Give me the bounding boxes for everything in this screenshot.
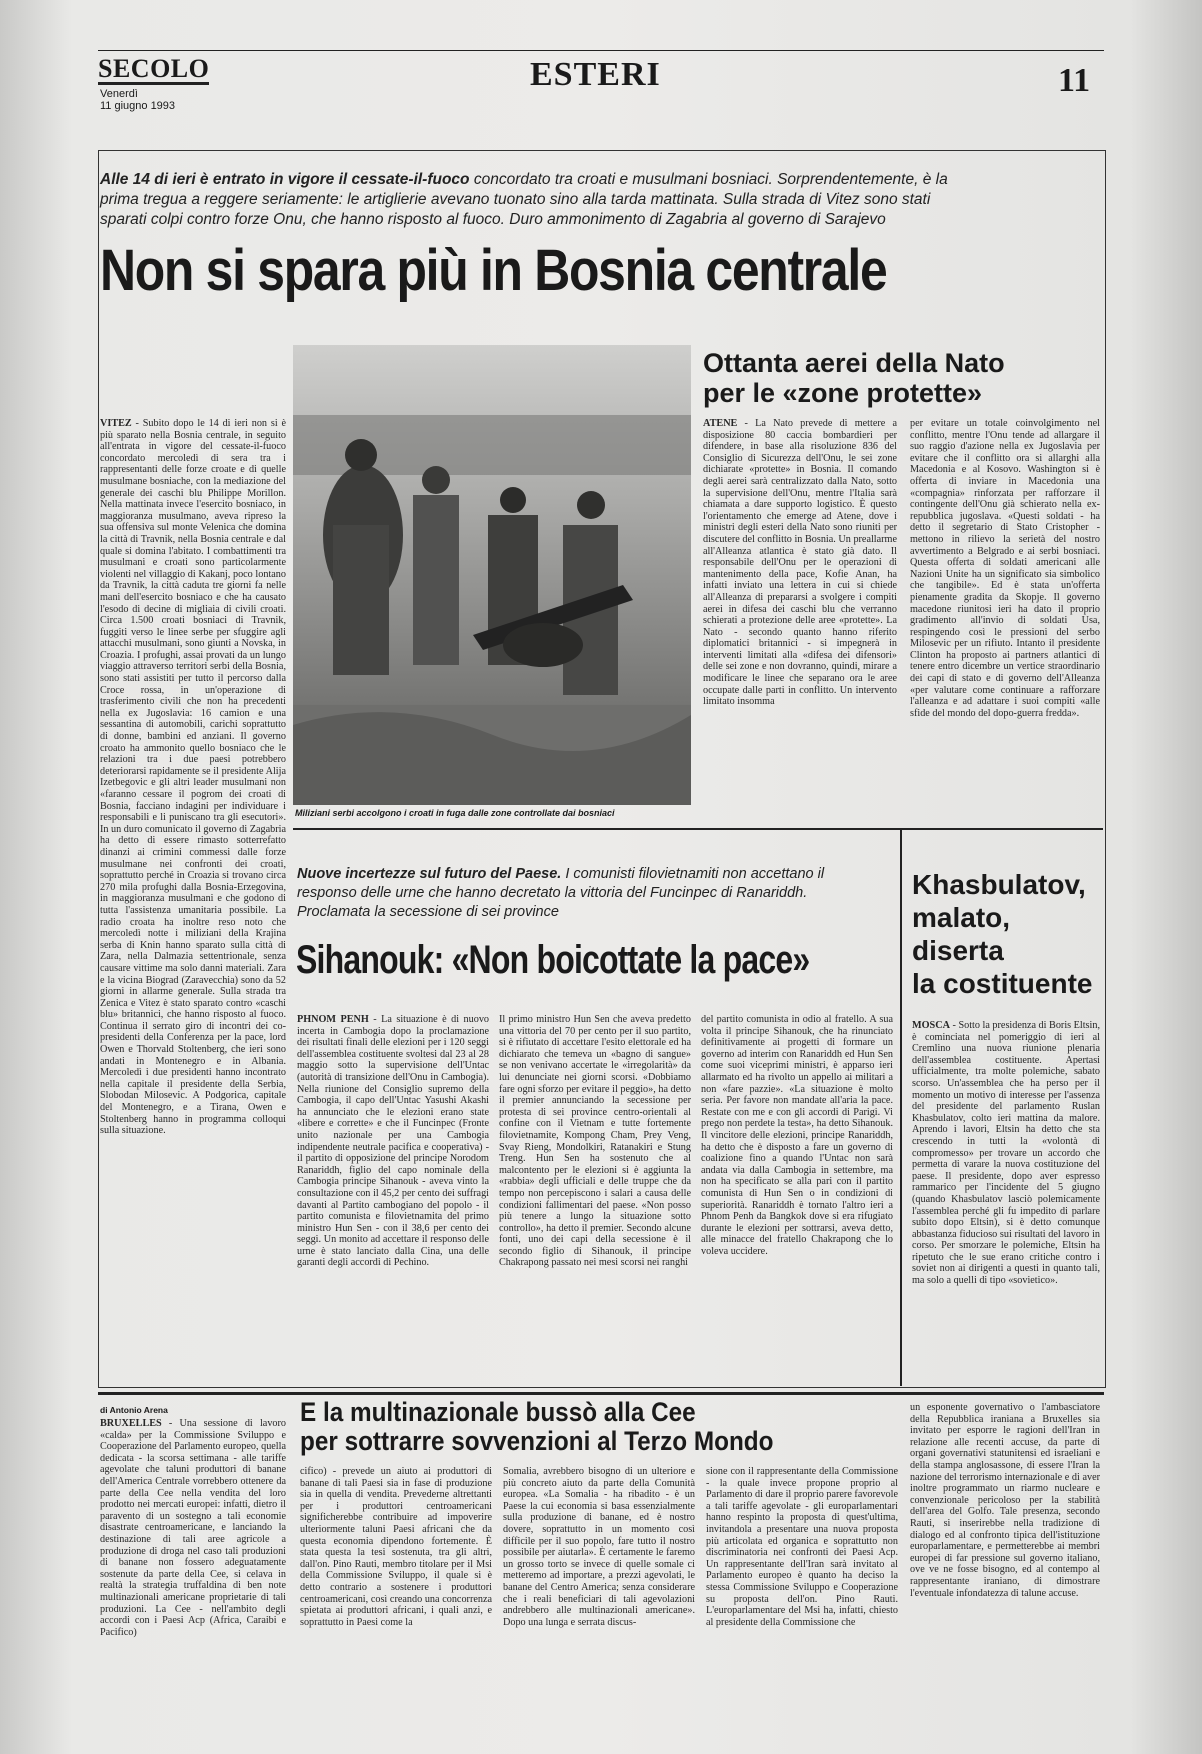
nato-dateline: ATENE <box>703 418 738 429</box>
nato-headline <box>703 348 1103 408</box>
cambodia-kicker-bold: Nuove incertezze sul futuro del Paese. <box>297 866 562 882</box>
nato-headline-line-1: Ottanta aerei della Nato <box>703 348 1005 378</box>
russia-headline-line-4: la costituente <box>912 968 1093 999</box>
photo-militia-scene <box>293 345 691 805</box>
cambodia-body-col-2: Il primo ministro Hun Sen che aveva predetto una vittoria del 70 per cento per il suo partito, si è rifiutato di accettare l'esito elettorale ed ha dichiarato che temeva un «bagno di sangue» se non venivano accertate le «irregolarità» da lui denunciate nei giorni scorsi. «Dobbiamo fare ogni sforzo per evitare il peggio», ha detto il premier annunciando la secessione per protesta di sei province centro-orientali al confine con il Vietnam e tutte fortemente filovietnamite, Kompong Cham, Prey Veng, Svay Rieng, Mondolkiri, Ratanakiri e Stung Treng. Hun Sen ha sostenuto che al malcontento per le elezioni si è aggiunta la «rabbia» degli ufficiali e delle truppe che da tempo non percepiscono i salari a causa delle condizioni fallimentari del paese. «Non posso più tenere a lungo la situazione sotto controllo», ha detto il premier. Secondo alcune fonti, uno dei capi della secessione è il secondo figlio di Sihanouk, il principe Chakrapong passato nei mesi scorsi nei ranghi <box>499 1014 691 1269</box>
section-divider <box>293 828 1103 830</box>
news-photo <box>293 345 691 805</box>
nato-body-col-2: per evitare un totale coinvolgimento nel conflitto, mentre l'Onu tende ad allargare il suo raggio d'azione nella ex Jugoslavia per evitare che il conflitto ora si allarghi alla Macedonia e al Kosovo. Washington si è offerta di inviare in Macedonia una «compagnia» rinforzata per rafforzare il contingente dell'Onu già schierato nella ex-repubblica jugoslava. «Questi soldati - ha detto il segretario di Stato Cristopher - mettono in rilievo la serietà del nostro avvertimento a Belgrado e ai serbi bosniaci. Questa offerta di soldati americani alle Nazioni Unite ha un significato sia simbolico che tangibile». Ed è stata un'offerta pienamente gradita da Skopje. Il governo macedone riunitosi ieri ha dato il proprio gradimento all'invio di soldati Usa, respingendo così le pressioni del serbo Milosevic per un rifiuto. Intanto il presidente Clinton ha proposto ai partners atlantici di tenere entro dicembre un vertice straordinario dei capi di stato e di governo dell'Alleanza «per valutare come continuare a rafforzare l'alleanza e ad adattare i suoi compiti «alle sfide del mondo del dopo-guerra fredda». <box>910 418 1100 719</box>
cee-body-col-3: Somalia, avrebbero bisogno di un ulteriore e più concreto aiuto da parte della Comunità europea. «La Somalia - ha ribadito - è un Paese la cui economia si basa essenzialmente sulla produzione di banane, ed è nostro dovere, soprattutto in un momento così difficile per il suo popolo, fare tutto il nostro possibile per aiutarla». È certamente le faremo un grosso torto se invece di quelle somale ci metteremo ad importare, a prezzi agevolati, le banane del Centro America; senza considerare che i reali beneficiari di tali agevolazioni andrebbero alle multinazionali americane». Dopo una lunga e serrata discus- <box>503 1466 695 1628</box>
bottom-section-rule <box>98 1392 1104 1395</box>
cee-body-col-2: cifico) - prevede un aiuto ai produttori di banane di tali Paesi sia in fase di produzione sia in quella di vendita. Prevederne altrettanti per i produttori centroamericani significherebbe contribuire ad impoverire ulteriormente taluni Paesi africani che da questa economia dipendono fortemente. È stata questa la tesi sostenuta, tra gli altri, dall'on. Pino Rauti, membro titolare per il Msi della Commissione Sviluppo, il quale si è detto contrario a sostenere i produttori centroamericani, così creando una concorrenza spietata ai produttori africani, i quali anzi, e soprattutto in Paesi come la <box>300 1466 492 1628</box>
cee-dateline: BRUXELLES <box>100 1418 162 1429</box>
cambodia-col-1-text: - La situazione è di nuovo incerta in Cambogia dopo la proclamazione dei risultati finali delle elezioni per i 120 seggi dell'assemblea costituente svoltesi dal 23 al 28 maggio sotto la supervisione dell'Untac (autorità di transizione dell'Onu in Cambogia). Nella riunione del Consiglio supremo della Cambogia, il capo dell'Untac Yasushi Akashi ha annunciato che le elezioni erano state «libere e corrette» e che il Funcinpec (Fronte unito nazionale per una Cambogia indipendente neutrale pacifica e cooperativa) - il partito di opposizione del principe Norodom Ranariddh, figlio del capo nominale della Cambogia principe Sihanouk - aveva vinto la consultazione con il 45,2 per cento dei suffragi davanti al Partito cambogiano del popolo - il partito comunista e filovietnamita del primo ministro Hun Sen - con il 38,6 per cento dei seggi. Un monito ad accettare il responso delle urne è stato lanciato dalla Cina, una delle garanti degli accordi di Pechino. <box>297 1014 489 1269</box>
lead-headline: Non si spara più in Bosnia centrale <box>100 238 887 303</box>
cee-byline: di Antonio Arena <box>100 1405 168 1415</box>
russia-body <box>912 1020 1100 1380</box>
cee-headline-line-1: E la multinazionale bussò alla Cee <box>300 1397 696 1427</box>
nato-col-1-text: - La Nato prevede di mettere a disposizione 80 caccia bombardieri per difendere, in base alla risoluzione 836 del Consiglio di Sicurezza dell'Onu, le sei zone dichiarate «protette» in Bosnia. Il comando degli aerei sarà centralizzato dalla Nato, sotto la supervisione dell'Onu, mentre l'Italia sarà chiamata a dare supporto logistico. È questo l'orientamento che emerge ad Atene, dove i ministri degli esteri della Nato sono riuniti per discutere del conflitto in Bosnia. Un preallarme all'Alleanza atlantica è stato già dato. Il responsabile dell'Onu per le operazioni di mantenimento della pace, Kofie Anan, ha infatti inviato una lettera in cui si chiede all'Alleanza di prepararsi a svolgere i compiti aerei in difesa dei caschi blu che verranno schierati a protezione delle aree «protette». La Nato - secondo quanto hanno riferito diplomatici britannici - si impegnerà in interventi limitati alla «difesa dei difensori» delle sei zone e non dovranno, quindi, mirare a modificare le linee che separano ora le aree occupate dalle parti in conflitto. Un intervento limitato insomma <box>703 418 897 708</box>
cee-body-col-1 <box>100 1418 286 1740</box>
nato-headline-line-2: per le «zone protette» <box>703 378 983 408</box>
issue-full-date: 11 giugno 1993 <box>100 100 176 112</box>
russia-headline-line-1: Khasbulatov, <box>912 869 1086 900</box>
russia-dateline: MOSCA <box>912 1020 950 1031</box>
issue-day: Venerdì <box>100 88 138 100</box>
cambodia-kicker <box>297 865 877 922</box>
lead-dateline: VITEZ <box>100 418 132 429</box>
cambodia-body-col-3: del partito comunista in odio al fratello. A sua volta il principe Sihanouk, che ha rinunciato definitivamente ai progetti di formare un governo ad interim con Ranariddh ed Hun Sen come suoi viceprimi ministri, è apparso ieri allarmato ed ha rivolto un appello ai militari a non «fare pazzie». «La situazione è molto seria. Per favore non mandate all'aria la pace. Restate con me e con gli accordi di Parigi. Vi prego non perdete la testa», ha detto Sihanouk. Il vincitore delle elezioni, principe Ranariddh, ha detto che è disposto a fare un governo di coalizione fino a quando l'Untac non sarà andata via dalla Cambogia in settembre, ma non ha specificato se alla pari con il partito comunista di Hun Sen o in condizioni di superiorità. Ranariddh è tornato l'altro ieri a Phnom Penh da Bangkok dove si era rifugiato durante le elezioni per sottrarsi, aveva detto, alle minacce del fratello Chakrapong che lo voleva uccidere. <box>701 1014 893 1257</box>
cambodia-body-col-1 <box>297 1014 489 1380</box>
cambodia-dateline: PHNOM PENH <box>297 1014 369 1025</box>
cee-col-1-text: - Una sessione di lavoro «calda» per la Commissione Sviluppo e Cooperazione del Parlamento europeo, quella dedicata - la scorsa settimana - alle tariffe agevolate che taluni produttori di banane dell'America Centrale vorrebbero ottenere da parte della Cee nella vendita del loro prodotto nei mercati europei: infatti, dietro il paravento di un sostegno a tali economie disastrate centroamericane, e lanciando la destinazione di tali aree agricole a produzione di droga nel caso tali produzioni di banane non fossero adeguatamente sostenute da parte della Cee, si celava in realtà la strategia truffaldina di ben note multinazionali americane proprietarie di tali produzioni. La Cee - nell'ambito degli accordi con i Paesi Acp (Africa, Caraibi e Pacifico) <box>100 1418 286 1638</box>
cee-body-col-4: sione con il rappresentante della Commissione - la quale invece propone proprio al Parlamento di dare il proprio parere favorevole a tali tariffe agevolate - gli europarlamentari hanno respinto la proposta di quest'ultima, invitandola a presentare una nuova proposta più articolata ed organica e soprattutto non discriminatoria nei confronti dei Paesi Acp. Un rappresentante dell'Iran sarà invitato al Parlamento europeo è quanto ha deciso la stessa Commissione Sviluppo e Cooperazione su proposta dell'on. Pino Rauti. L'europarlamentare del Msi ha, infatti, chiesto al presidente della Commissione che <box>706 1466 898 1628</box>
lead-kicker-bold: Alle 14 di ieri è entrato in vigore il cessate-il-fuoco <box>100 171 470 188</box>
cee-body-col-5: un esponente governativo o l'ambasciatore della Repubblica iraniana a Bruxelles sia invitato per esporre le ragioni dell'Iran in relazione alle recenti accuse, da parte di organi governativi statunitensi ed israeliani e della stampa anglosassone, di essere l'Iran la nazione del terrorismo internazionale e di aver inoltre programmato un riarmo nucleare e convenzionale pericoloso per la stabilità dell'area del Golfo. Tale presenza, secondo Rauti, si inserirebbe nella tradizione di dialogo ed al confronto tipica dell'istituzione europarlamentare, e permetterebbe ai membri europei di far pressione sul governo italiano, ove ve ne fosse bisogno, ed al contempo al rappresentante iraniano, di dimostrare l'eventuale infondatezza di talune accuse. <box>910 1402 1100 1599</box>
cambodia-headline: Sihanouk: «Non boicottate la pace» <box>296 938 810 982</box>
russia-body-text: - Sotto la presidenza di Boris Eltsin, è cominciata nel pomeriggio di ieri al Cremlino una nuova riunione plenaria dell'assemblea costituente. Apertasi ufficialmente, tra molte polemiche, sabato scorso. Un'assemblea che ha perso per il momento un motivo di interesse per l'assenza del presidente del parlamento Ruslan Khasbulatov, colto ieri mattina da malore. Aprendo i lavori, Eltsin ha detto che sta crescendo in tutti la «volontà di compromesso» per trovare un accordo che permetta di varare la nuova costituzione del paese. Il presidente, dopo aver espresso rammarico per l'incidente del 5 giugno (quando Khasbulatov lasciò polemicamente l'assemblea perché gli fu impedito di parlare subito dopo Eltsin), si è detto comunque abbastanza fiducioso sui risultati del lavoro in corso. Per smorzare le polemiche, Eltsin ha ripetuto che le sue erano critiche contro i soviet non ai dirigenti a questi in quanto tali, ma solo a quelli di tipo «sovietico». <box>912 1020 1100 1287</box>
lead-body-text: - Subito dopo le 14 di ieri non si è più sparato nella Bosnia centrale, in seguito all'entrata in vigore del cessate-il-fuoco concordato mercoledì di sera tra i rappresentanti delle forze croate e di quelle musulmane bosniache, con la mediazione del generale dei caschi blu Philippe Morillon. Nella mattinata invece l'esercito bosniaco, in maggioranza musulmano, aveva ripreso la sua offensiva sul monte Velenica che domina la città di Travnik, nella Bosnia centrale e dal quale si domina l'abitato. I combattimenti tra musulmani e croati sono particolarmente violenti nel villaggio di Kakanj, poco lontano da Travnik, la città caduta tre giorni fa nelle mani dell'esercito bosniaco e che ha causato l'esodo di decine di migliaia di civili croati. Circa 1.500 croati bosniaci di Travnik, fuggiti verso le linee serbe per sfuggire agli attacchi musulmani, sono giunti a Novska, in Croazia. I profughi, assai provati da un lungo viaggio attraverso territori serbi della Bosnia, sono stati assistiti per tutto il percorso dalla Croce rossa, in un'operazione di trasferimento civili che non ha precedenti nella ex Jugoslavia: 16 camion e una sessantina di automobili, carichi soprattutto di donne, bambini ed anziani. Il governo croato ha ammonito quello bosniaco che le relazioni tra i due paesi potrebbero deteriorarsi rapidamente se il presidente Alija Izetbegovic e gli altri leader musulmani non «faranno cessare il pogrom dei croati di Bosnia, facciano indagini per individuare i responsabili e li puniscano tra gli esecutori». In un duro comunicato il governo di Zagabria ha detto di essere rimasto sotterrefatto dinanzi ai crimini commessi dalle forze musulmane nei confronti dei croati, soprattutto perché in Croazia si trovano circa 270 mila profughi dalla Bosnia-Erzegovina, in maggioranza musulmani e che godono di tutta l'assistenza umanitaria possibile. La radio croata ha inoltre reso noto che mercoledì notte i miliziani della Krajina serba di Knin hanno sparato sulla città di Zara, nella Dalmazia settentrionale, senza causare vittime ma solo danni materiali. Zara e la vicina Biograd (Zaravecchia) sono da 52 giorni in allarme generale. Sulla strada tra Zenica e Vitez è stato sparato contro «caschi blu» britannici, che hanno risposto al fuoco. Continua il serrato giro di incontri dei co-presidenti della Conferenza per la pace, lord Owen e Thorvald Stoltenberg, che ieri sono andati in Montenegro e in Albania. Mercoledì i due presidenti hanno incontrato nella capitale il presidente della Serbia, Slobodan Milosevic. A Podgorica, capitale del Montenegro, e a Tirana, Owen e Stoltenberg hanno in programma colloqui sulla situazione. <box>100 418 286 1137</box>
lead-kicker-text: concordato tra croati e musulmani bosniaci. Sorprendentemente, è la prima tregua a reggere seriamente: le artiglierie avevano tuonato sino alla tarda mattinata. Sulla strada di Vitez sono stati sparati colpi contro forze Onu, che hanno risposto al fuoco. Duro ammonimento di Zagabria al governo di Sarajevo <box>100 171 948 228</box>
russia-headline-line-2: malato, <box>912 902 1011 933</box>
lead-kicker <box>100 170 960 230</box>
russia-headline-line-3: diserta <box>912 935 1004 966</box>
top-rule <box>98 50 1104 51</box>
issue-date <box>100 88 175 112</box>
russia-headline <box>912 868 1102 1000</box>
nato-body-col-1 <box>703 418 897 816</box>
newspaper-brand: SECOLO <box>98 54 210 83</box>
page-number: 11 <box>1058 62 1091 99</box>
cambodia-kicker-text: I comunisti filovietnamiti non accettano il responso delle urne che hanno decretato la vittoria del Funcinpec di Ranariddh. Proclamata la secessione di sei province <box>297 866 825 920</box>
lead-body <box>100 418 286 1380</box>
russia-column-divider <box>900 828 902 1386</box>
section-title: ESTERI <box>530 56 661 93</box>
cee-headline <box>300 1398 773 1456</box>
cee-headline-line-2: per sottrarre sovvenzioni al Terzo Mondo <box>300 1426 774 1456</box>
photo-caption: Miliziani serbi accolgono i croati in fuga dalle zone controllate dai bosniaci <box>295 808 615 818</box>
